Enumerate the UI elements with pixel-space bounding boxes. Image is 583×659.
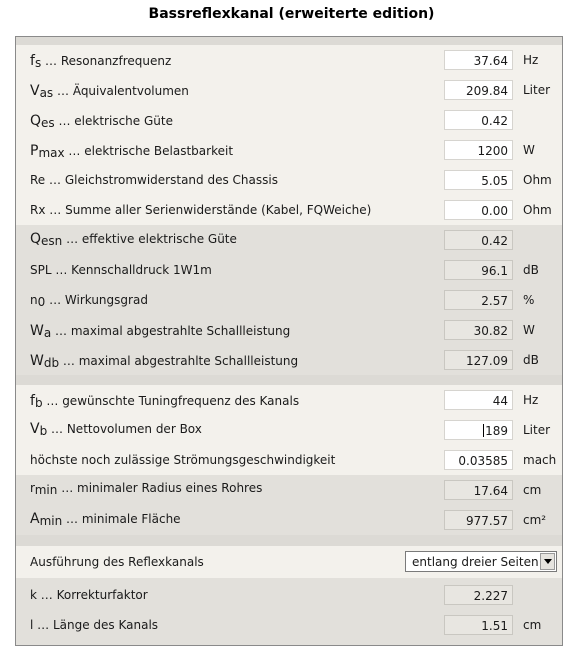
pmax-input[interactable]: 1200 — [444, 140, 513, 160]
vb-input[interactable]: 189 — [444, 420, 513, 440]
row-n0 — [16, 285, 562, 315]
label-vb: Vb … Nettovolumen der Box — [30, 421, 202, 438]
label-velocity: höchste noch zulässige Strömungsgeschwindigkeit — [30, 453, 336, 467]
unit-wa: W — [523, 323, 535, 337]
calculator-panel — [15, 36, 563, 646]
rmin-output: 17.64 — [444, 480, 513, 500]
row-qesn — [16, 225, 562, 255]
label-fb: fb … gewünschte Tuningfrequenz des Kanals — [30, 393, 300, 410]
label-length: l … Länge des Kanals — [30, 618, 159, 632]
unit-spl: dB — [523, 263, 539, 277]
row-re — [16, 165, 562, 195]
vas-input[interactable]: 209.84 — [444, 80, 513, 100]
label-qes: Qes … elektrische Güte — [30, 113, 173, 130]
rx-input[interactable]: 0.00 — [444, 200, 513, 220]
spl-output: 96.1 — [444, 260, 513, 280]
wa-output: 30.82 — [444, 320, 513, 340]
row-vb — [16, 415, 562, 445]
unit-vb: Liter — [523, 423, 551, 437]
label-wa: Wa … maximal abgestrahlte Schallleistung — [30, 323, 291, 340]
row-fb — [16, 385, 562, 415]
label-re: Re … Gleichstromwiderstand des Chassis — [30, 173, 278, 187]
label-fs: fs … Resonanzfrequenz — [30, 53, 172, 70]
row-wdb — [16, 345, 562, 375]
label-rx: Rx … Summe aller Serienwiderstände (Kabel, FQWeiche) — [30, 203, 372, 217]
unit-wdb: dB — [523, 353, 539, 367]
label-port-type: Ausführung des Reflexkanals — [30, 555, 204, 569]
row-wa — [16, 315, 562, 345]
row-rx — [16, 195, 562, 225]
driver-input-section — [16, 45, 562, 225]
label-n0: n0 … Wirkungsgrad — [30, 293, 148, 309]
row-pmax — [16, 135, 562, 165]
port-type-selected: entlang dreier Seiten — [412, 555, 539, 569]
text-caret — [483, 424, 484, 437]
wdb-output: 127.09 — [444, 350, 513, 370]
re-input[interactable]: 5.05 — [444, 170, 513, 190]
unit-fb: Hz — [523, 393, 539, 407]
unit-rx: Ohm — [523, 203, 552, 217]
qes-input[interactable]: 0.42 — [444, 110, 513, 130]
velocity-input[interactable]: 0.03585 — [444, 450, 513, 470]
driver-result-section — [16, 225, 562, 375]
unit-velocity: mach — [523, 453, 557, 467]
label-pmax: Pmax … elektrische Belastbarkeit — [30, 143, 234, 160]
unit-rmin: cm — [523, 483, 542, 497]
unit-amin: cm² — [523, 513, 547, 527]
page-title: Bassreflexkanal (erweiterte edition) — [148, 6, 435, 22]
unit-re: Ohm — [523, 173, 552, 187]
row-spl — [16, 255, 562, 285]
row-k — [16, 580, 562, 610]
qesn-output: 0.42 — [444, 230, 513, 250]
unit-n0: % — [523, 293, 535, 307]
row-amin — [16, 505, 562, 535]
n0-output: 2.57 — [444, 290, 513, 310]
unit-pmax: W — [523, 143, 535, 157]
label-amin: Amin … minimale Fläche — [30, 511, 181, 528]
label-k: k … Korrekturfaktor — [30, 588, 148, 602]
box-input-section — [16, 385, 562, 475]
label-rmin: rmin … minimaler Radius eines Rohres — [30, 481, 263, 497]
port-type-section — [16, 546, 562, 578]
unit-vas: Liter — [523, 83, 551, 97]
row-qes — [16, 105, 562, 135]
row-fs — [16, 45, 562, 75]
fs-input[interactable]: 37.64 — [444, 50, 513, 70]
port-result-section — [16, 578, 562, 645]
row-rmin — [16, 475, 562, 505]
fb-input[interactable]: 44 — [444, 390, 513, 410]
port-type-select[interactable] — [405, 551, 557, 572]
label-spl: SPL … Kennschalldruck 1W1m — [30, 263, 212, 277]
label-qesn: Qesn … effektive elektrische Güte — [30, 231, 237, 248]
row-velocity — [16, 445, 562, 475]
chevron-down-icon[interactable] — [540, 553, 555, 570]
row-length — [16, 610, 562, 640]
row-port-type — [16, 547, 562, 577]
port-min-section — [16, 475, 562, 535]
label-vas: Vas … Äquivalentvolumen — [30, 83, 189, 100]
unit-fs: Hz — [523, 53, 539, 67]
k-output: 2.227 — [444, 585, 513, 605]
label-wdb: Wdb … maximal abgestrahlte Schallleistung — [30, 353, 299, 370]
unit-length: cm — [523, 618, 542, 632]
amin-output: 977.57 — [444, 510, 513, 530]
row-vas — [16, 75, 562, 105]
length-output: 1.51 — [444, 615, 513, 635]
